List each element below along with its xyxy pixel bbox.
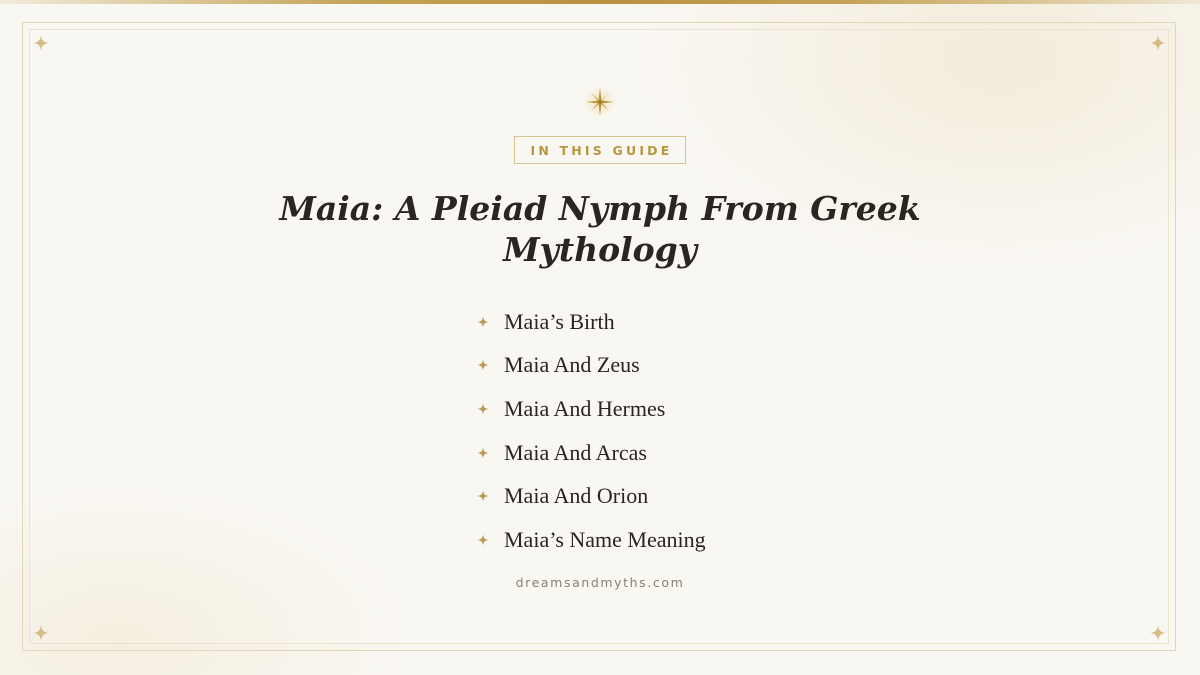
toc-item-label: Maia And Arcas <box>504 439 647 465</box>
site-url: dreamsandmyths.com <box>515 575 685 590</box>
section-eyebrow-label: IN THIS GUIDE <box>514 136 686 164</box>
toc-item-label: Maia’s Birth <box>504 308 615 334</box>
toc-item-maia-and-orion[interactable] <box>474 474 894 518</box>
corner-sparkle-icon <box>1150 625 1166 641</box>
toc-item-maias-name-meaning[interactable] <box>474 518 894 562</box>
sparkle-icon <box>474 400 492 418</box>
sparkle-icon <box>474 531 492 549</box>
toc-item-maias-birth[interactable] <box>474 300 894 344</box>
compass-star-icon <box>584 86 616 118</box>
toc-item-label: Maia’s Name Meaning <box>504 526 706 552</box>
toc-item-label: Maia And Hermes <box>504 395 666 421</box>
top-accent-bar <box>0 0 1200 4</box>
sparkle-icon <box>474 444 492 462</box>
toc-item-maia-and-zeus[interactable] <box>474 344 894 388</box>
page-title: Maia: A Pleiad Nymph From Greek Mythology <box>279 189 921 269</box>
sparkle-icon <box>474 313 492 331</box>
toc-item-label: Maia And Orion <box>504 483 649 509</box>
sparkle-icon <box>474 356 492 374</box>
corner-sparkle-icon <box>33 35 49 51</box>
sparkle-icon <box>474 487 492 505</box>
table-of-contents <box>474 300 894 562</box>
corner-sparkle-icon <box>33 625 49 641</box>
corner-sparkle-icon <box>1150 35 1166 51</box>
toc-item-maia-and-arcas[interactable] <box>474 431 894 475</box>
toc-item-label: Maia And Zeus <box>504 352 640 378</box>
toc-item-maia-and-hermes[interactable] <box>474 387 894 431</box>
